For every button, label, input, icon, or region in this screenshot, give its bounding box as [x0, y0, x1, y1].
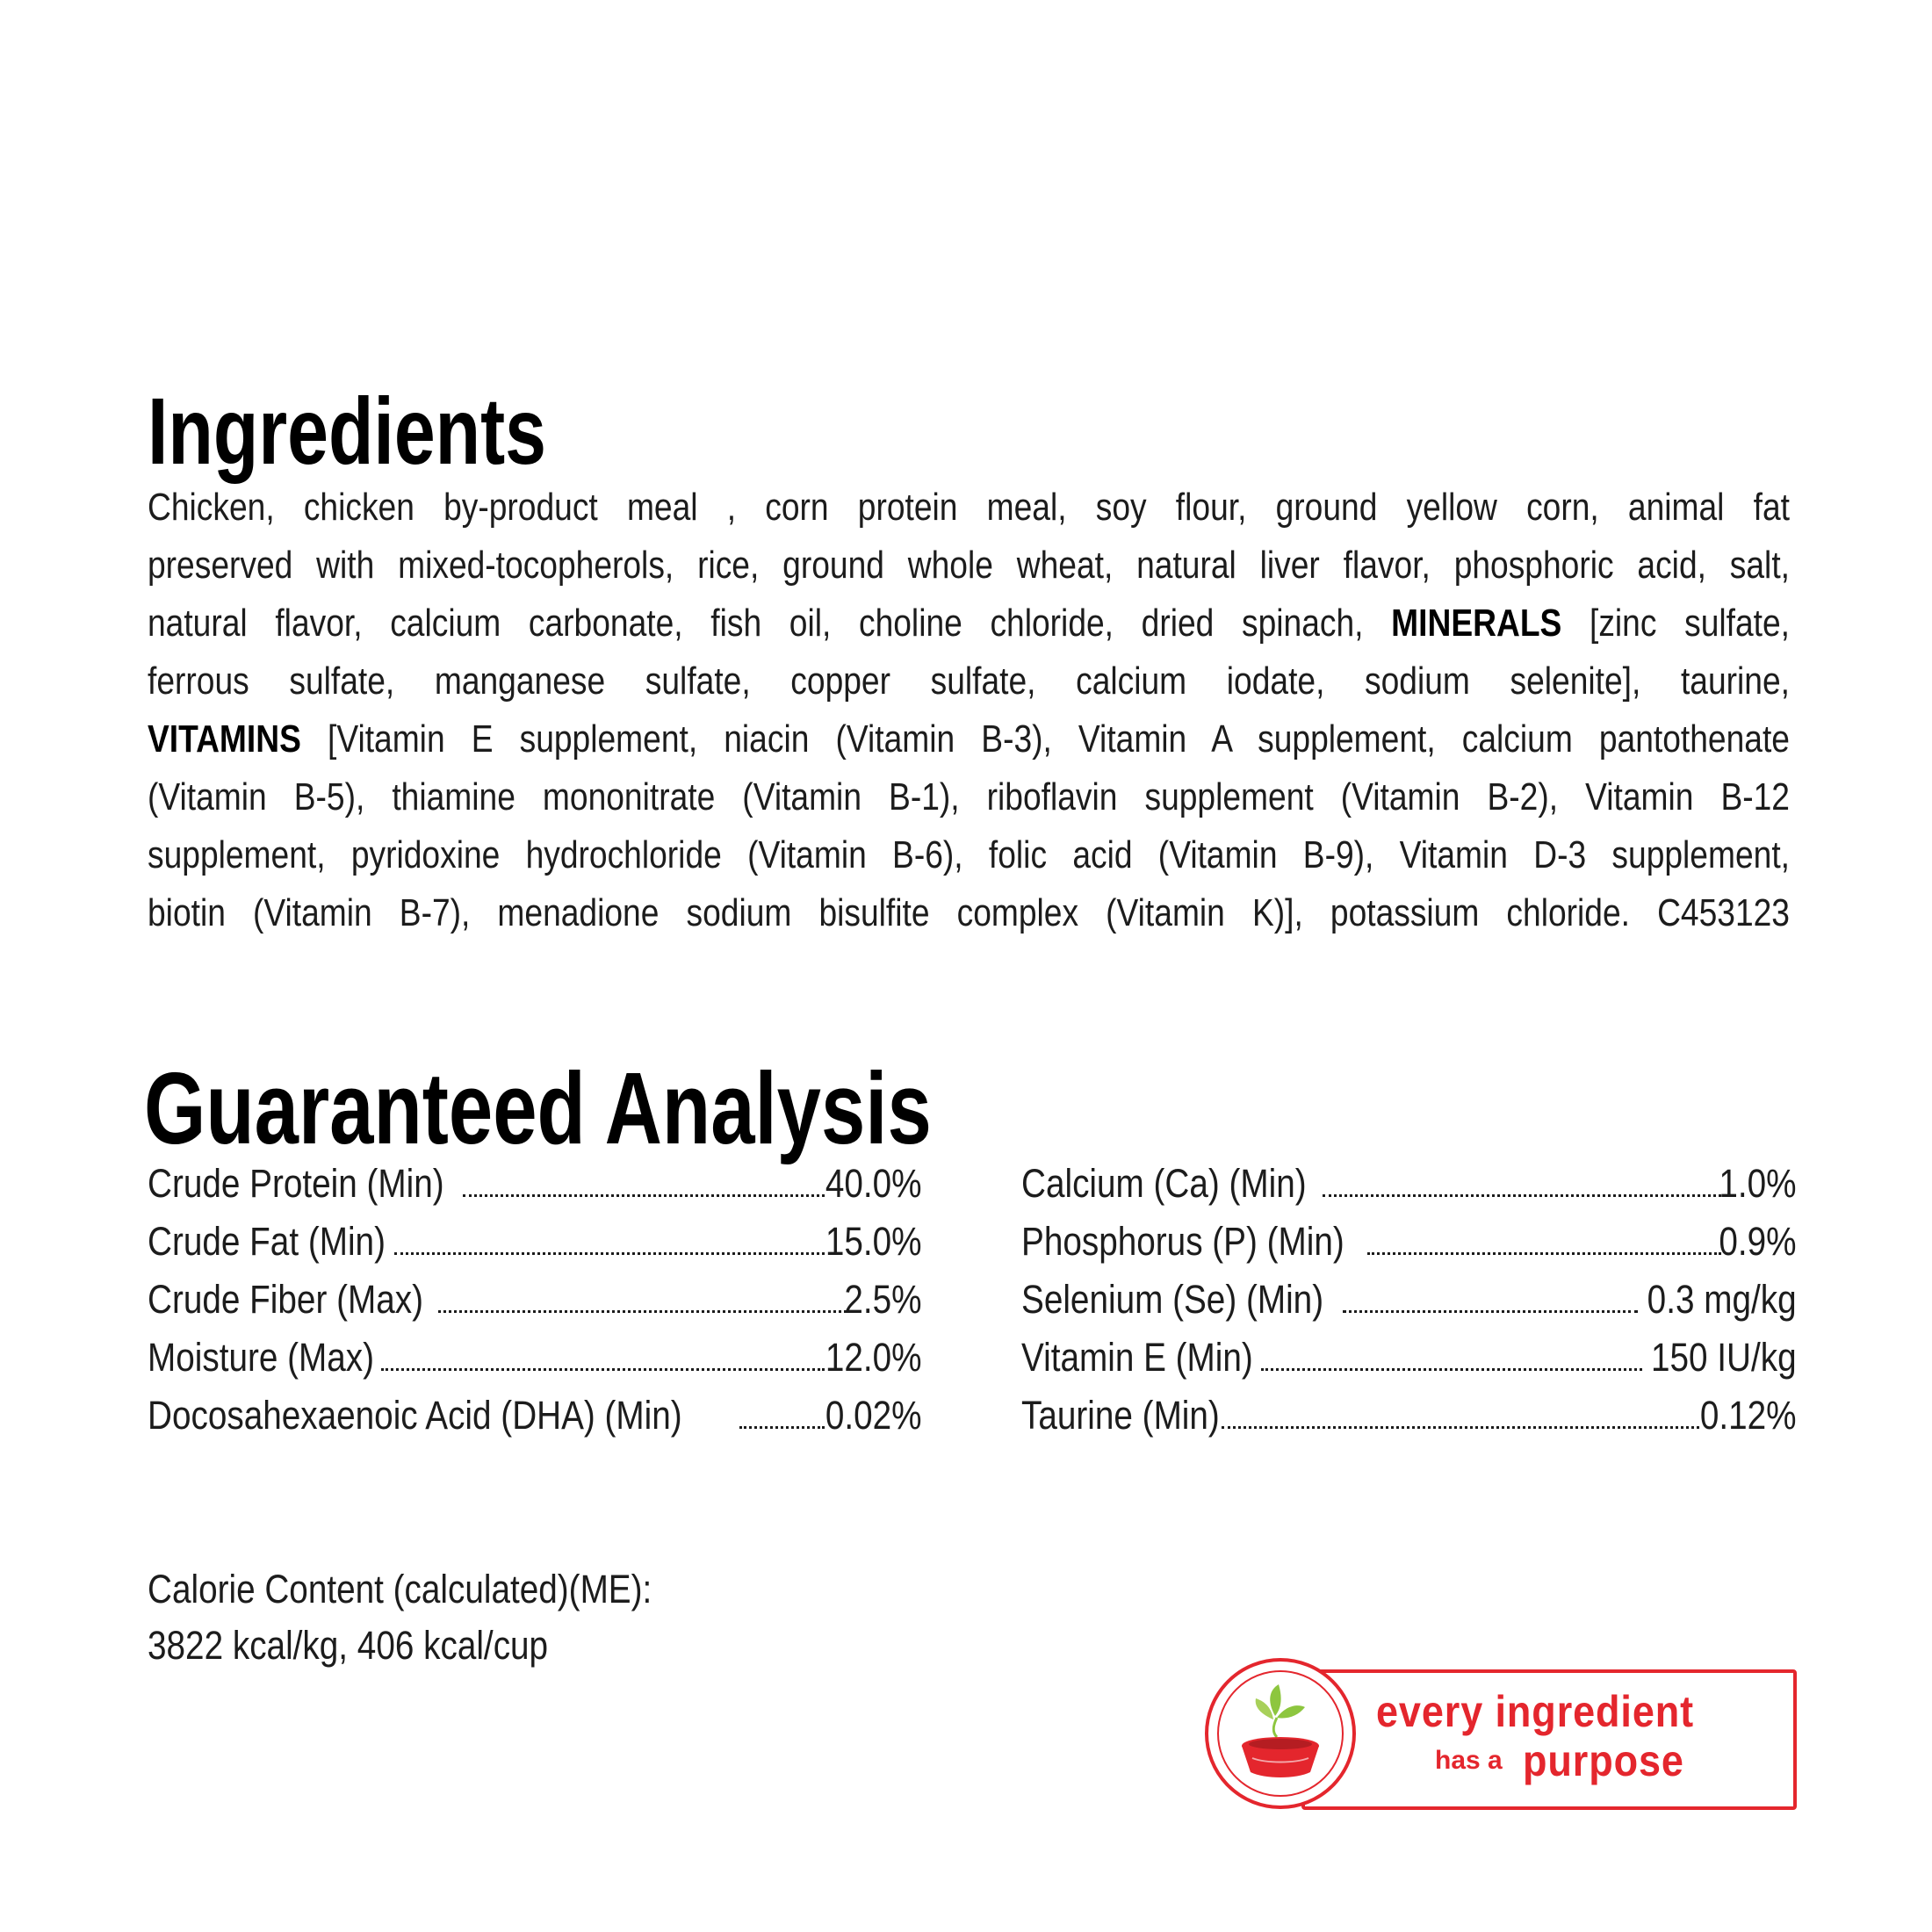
ingredients-line [148, 710, 1790, 768]
badge-line-1: every ingredient [1376, 1687, 1695, 1736]
leader-dots [394, 1252, 825, 1255]
analysis-value: 40.0% [825, 1161, 922, 1206]
ingredients-line [148, 595, 1790, 652]
analysis-label: Crude Fat (Min) [148, 1219, 386, 1264]
food-bowl-icon [1221, 1674, 1340, 1793]
analysis-right-column [1021, 1161, 1797, 1451]
analysis-row [1021, 1335, 1797, 1393]
ingredients-line: (Vitamin B-5), thiamine mononitrate (Vitamin B-1), riboflavin supplement (Vitamin B-2), Vitamin B-12 [148, 775, 1790, 818]
badge-line-2-large: purpose [1523, 1736, 1684, 1785]
analysis-value: 0.3 mg/kg [1647, 1277, 1797, 1322]
analysis-label: Docosahexaenoic Acid (DHA) (Min) [148, 1393, 682, 1438]
analysis-value: 0.02% [825, 1393, 922, 1438]
calorie-label: Calorie Content (calculated)(ME): [148, 1567, 652, 1611]
badge-line-2-small: has a [1435, 1746, 1503, 1775]
analysis-row [148, 1393, 922, 1451]
leader-dots [739, 1426, 825, 1429]
ingredients-line-part: [zinc sulfate, [1561, 602, 1790, 645]
bowl-inside [1249, 1739, 1312, 1749]
analysis-label: Selenium (Se) (Min) [1021, 1277, 1324, 1322]
leader-dots [1343, 1310, 1638, 1313]
leaf-shape [1277, 1705, 1305, 1718]
leader-dots [381, 1368, 825, 1371]
analysis-label: Crude Fiber (Max) [148, 1277, 423, 1322]
analysis-row [1021, 1277, 1797, 1335]
analysis-label: Moisture (Max) [148, 1335, 375, 1380]
analysis-row [148, 1335, 922, 1393]
analysis-label: Vitamin E (Min) [1021, 1335, 1253, 1380]
analysis-value: 2.5% [844, 1277, 922, 1322]
analysis-row [148, 1219, 922, 1277]
ingredients-line-part: natural flavor, calcium carbonate, fish oil, choline chloride, dried spinach, [148, 602, 1392, 645]
guaranteed-analysis-title: Guaranteed Analysis [144, 1051, 932, 1165]
analysis-label: Taurine (Min) [1021, 1393, 1220, 1438]
analysis-label: Calcium (Ca) (Min) [1021, 1161, 1307, 1206]
analysis-value: 12.0% [825, 1335, 922, 1380]
leader-dots [1323, 1194, 1721, 1197]
ingredients-line: supplement, pyridoxine hydrochloride (Vitamin B-6), folic acid (Vitamin B-9), Vitamin D-3 supplement, [148, 833, 1790, 876]
ingredients-text [148, 479, 1790, 942]
analysis-row [1021, 1393, 1797, 1451]
ingredients-line: biotin (Vitamin B-7), menadione sodium bisulfite complex (Vitamin K)], potassium chloride. C453123 [148, 891, 1790, 934]
ingredients-title: Ingredients [148, 378, 547, 484]
leader-dots [463, 1194, 825, 1197]
calorie-value: 3822 kcal/kg, 406 kcal/cup [148, 1623, 549, 1668]
leader-dots [1222, 1426, 1698, 1429]
analysis-value: 0.9% [1719, 1219, 1797, 1264]
ingredients-line-part: [Vitamin E supplement, niacin (Vitamin B-3), Vitamin A supplement, calcium pantothenate [300, 717, 1790, 761]
analysis-row [1021, 1219, 1797, 1277]
analysis-row [1021, 1161, 1797, 1219]
analysis-label: Phosphorus (P) (Min) [1021, 1219, 1344, 1264]
calorie-content [148, 1561, 652, 1674]
leader-dots [438, 1310, 847, 1313]
analysis-label: Crude Protein (Min) [148, 1161, 444, 1206]
ingredients-line: preserved with mixed-tocopherols, rice, ground whole wheat, natural liver flavor, phosphoric acid, salt, [148, 544, 1790, 587]
ingredients-line: Chicken, chicken by-product meal , corn protein meal, soy flour, ground yellow corn, animal fat [148, 486, 1790, 529]
leader-dots [1261, 1368, 1642, 1371]
analysis-value: 150 IU/kg [1651, 1335, 1797, 1380]
analysis-value: 15.0% [825, 1219, 922, 1264]
analysis-value: 1.0% [1719, 1161, 1797, 1206]
purpose-badge [1205, 1658, 1802, 1816]
analysis-value: 0.12% [1700, 1393, 1797, 1438]
ingredients-line: ferrous sulfate, manganese sulfate, copper sulfate, calcium iodate, sodium selenite], taurine, [148, 660, 1790, 703]
leader-dots [1367, 1252, 1721, 1255]
analysis-row [148, 1161, 922, 1219]
minerals-heading: MINERALS [1391, 602, 1562, 645]
leaf-shape [1270, 1684, 1280, 1716]
vitamins-heading: VITAMINS [148, 717, 301, 761]
stem-shape [1273, 1718, 1277, 1737]
analysis-row [148, 1277, 922, 1335]
analysis-left-column [148, 1161, 922, 1451]
